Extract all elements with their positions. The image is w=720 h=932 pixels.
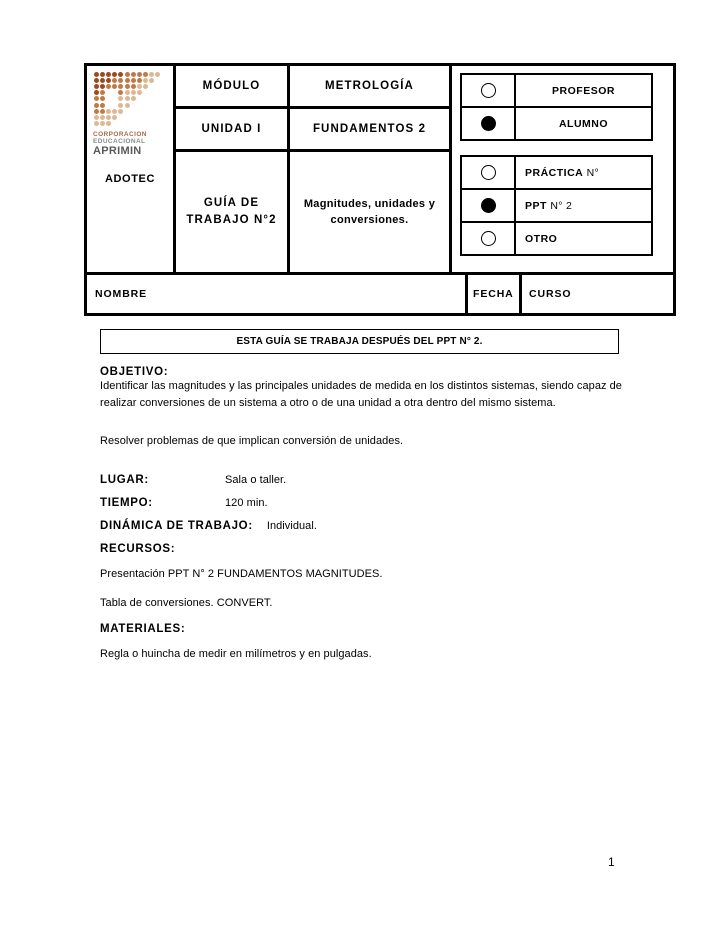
guia-row [176, 152, 449, 272]
dinamica-row [100, 520, 630, 532]
objetivo-paragraph-2: Resolver problemas de que implican conversión de unidades. [100, 434, 404, 447]
nombre-field[interactable] [87, 275, 468, 313]
spacer [100, 612, 630, 623]
radio-checked-icon[interactable] [481, 198, 496, 213]
unidad-value-cell [290, 109, 449, 149]
guide-note-box [100, 329, 619, 354]
curso-label: CURSO [529, 288, 572, 300]
fecha-label: FECHA [473, 288, 514, 300]
spacer [100, 509, 630, 520]
audience-alumno-label: ALUMNO [558, 117, 609, 130]
spacer [100, 413, 630, 433]
document-header-table [84, 63, 676, 316]
activity-option-otro[interactable] [462, 223, 651, 254]
lugar-row [100, 474, 630, 486]
fecha-field[interactable] [468, 275, 522, 313]
spacer [100, 555, 630, 566]
activity-option-practica[interactable] [462, 157, 651, 190]
header-fields-column [176, 66, 452, 272]
unidad-label: UNIDAD I [201, 122, 262, 135]
lugar-value: Sala o taller. [225, 474, 287, 487]
activity-practica-suffix: N° [586, 166, 600, 179]
spacer [100, 584, 630, 595]
dinamica-value: Individual. [266, 520, 317, 533]
header-top-section [87, 66, 673, 272]
spacer [100, 450, 630, 474]
materiales-item-1: Regla o huincha de medir en milímetros y en pulgadas. [100, 647, 372, 660]
guide-note-text: ESTA GUÍA SE TRABAJA DESPUÉS DEL PPT N° 2. [236, 336, 483, 347]
activity-ppt-label [516, 190, 651, 221]
dinamica-label: DINÁMICA DE TRABAJO: [100, 520, 253, 533]
student-info-row [87, 272, 673, 313]
tiempo-row [100, 497, 630, 509]
radio-unchecked-icon[interactable] [481, 165, 496, 180]
audience-option-profesor[interactable] [462, 75, 651, 108]
selection-column [452, 66, 673, 272]
radio-unchecked-icon[interactable] [481, 231, 496, 246]
spacer [100, 486, 630, 497]
guia-value-line1: Magnitudes, unidades y [303, 197, 436, 210]
unidad-value: FUNDAMENTOS 2 [312, 122, 427, 135]
unidad-row [176, 109, 449, 152]
aprimin-triangle-logo-icon [94, 72, 166, 130]
curso-field[interactable] [522, 275, 673, 313]
logo-cell [87, 66, 176, 272]
recursos-heading: RECURSOS: [100, 543, 176, 556]
lugar-label: LUGAR: [100, 474, 149, 487]
logo-line-corporacion: CORPORACION [93, 131, 147, 138]
adotec-label: ADOTEC [104, 173, 156, 185]
document-body [100, 366, 630, 663]
activity-otro-radio-box[interactable] [462, 223, 516, 254]
audience-alumno-radio-box[interactable] [462, 108, 516, 139]
activity-ppt-suffix: N° 2 [550, 199, 573, 212]
guia-label-cell [176, 152, 290, 272]
modulo-value-cell [290, 66, 449, 106]
guia-label [186, 195, 276, 228]
activity-practica-label [516, 157, 651, 188]
radio-checked-icon[interactable] [481, 116, 496, 131]
guia-value-cell [290, 152, 449, 272]
guia-label-line1: GUÍA DE [203, 197, 260, 210]
materiales-heading: MATERIALES: [100, 622, 186, 635]
page-number: 1 [608, 855, 615, 869]
objetivo-paragraph: Identificar las magnitudes y las principales unidades de medida en los distintos sistemas, siendo capaz de realizar conversiones de un sistema a otro o de una unidad a otra dentro del mismo sistema. [100, 380, 622, 410]
activity-option-ppt[interactable] [462, 190, 651, 223]
activity-option-table [460, 155, 653, 256]
activity-otro-text: OTRO [525, 232, 558, 245]
tiempo-label: TIEMPO: [100, 497, 153, 510]
recursos-item-2: Tabla de conversiones. CONVERT. [100, 596, 273, 609]
audience-profesor-label: PROFESOR [552, 84, 615, 97]
spacer [100, 532, 630, 543]
objetivo-heading: OBJETIVO: [100, 366, 169, 378]
activity-ppt-radio-box[interactable] [462, 190, 516, 221]
audience-option-table [460, 73, 653, 141]
modulo-label-cell [176, 66, 290, 106]
unidad-label-cell [176, 109, 290, 149]
logo-line-educacional: EDUCACIONAL [93, 137, 146, 145]
spacer [100, 635, 630, 646]
logo-wordmark [93, 132, 167, 157]
audience-profesor-radio-box[interactable] [462, 75, 516, 106]
guia-value-line2: conversiones. [330, 214, 409, 226]
guia-value [304, 196, 435, 229]
activity-otro-label [516, 223, 651, 254]
audience-option-alumno[interactable] [462, 108, 651, 139]
tiempo-value: 120 min. [225, 497, 268, 510]
nombre-label: NOMBRE [95, 288, 148, 300]
activity-practica-radio-box[interactable] [462, 157, 516, 188]
radio-unchecked-icon[interactable] [481, 83, 496, 98]
logo-line-aprimin: APRIMIN [93, 145, 142, 157]
modulo-label: MÓDULO [202, 79, 261, 92]
recursos-item-1: Presentación PPT N° 2 FUNDAMENTOS MAGNITUDES. [100, 568, 383, 581]
activity-practica-text: PRÁCTICA [525, 166, 584, 179]
modulo-row [176, 66, 449, 109]
activity-ppt-text: PPT [525, 199, 547, 212]
modulo-value: METROLOGÍA [325, 79, 414, 92]
guia-label-line2: TRABAJO N°2 [186, 214, 277, 226]
